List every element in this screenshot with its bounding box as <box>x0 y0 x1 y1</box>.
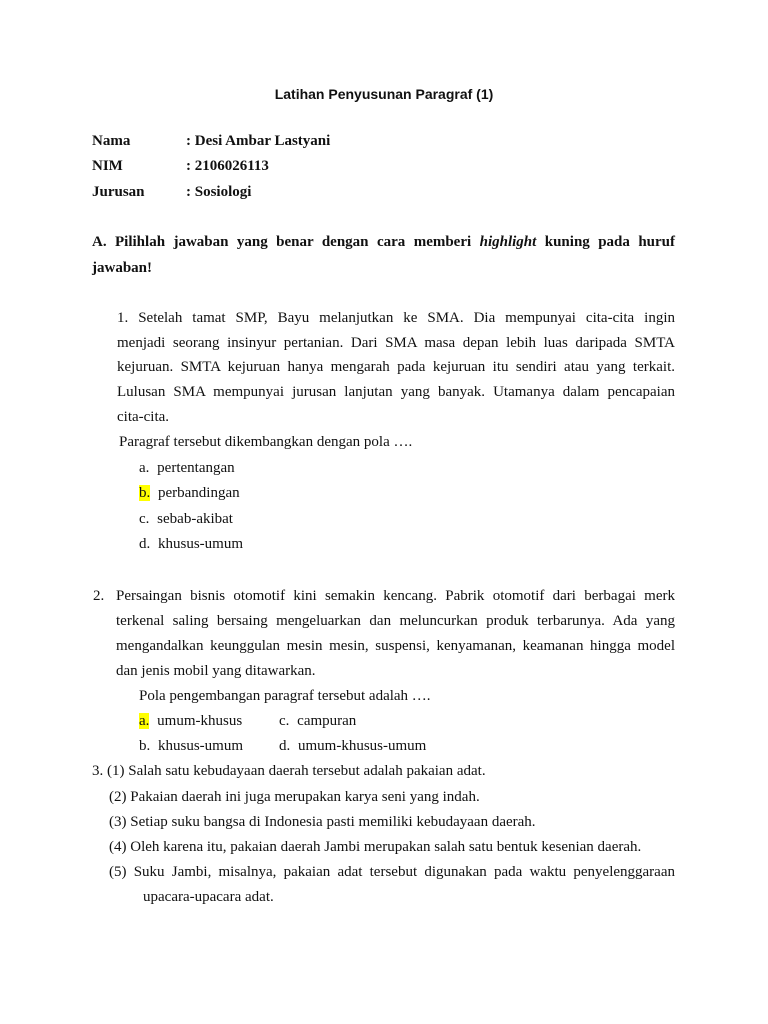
q1-option-c-letter: c. <box>139 511 150 527</box>
q1-line-4: Lulusan SMA mempunyai jurusan lanjutan yang banyak. Utamanya dalam pencapaian <box>117 384 675 400</box>
document-title: Latihan Penyusunan Paragraf (1) <box>274 86 494 102</box>
q1-option-a-letter: a. <box>139 460 150 476</box>
q2-option-b-letter: b. <box>139 738 151 754</box>
q3-line-2: (2) Pakaian daerah ini juga merupakan karya seni yang indah. <box>109 789 480 805</box>
q1-option-d-letter: d. <box>139 536 151 552</box>
q2-option-a-text: umum-khusus <box>157 713 243 729</box>
q2-option-c-text: campuran <box>297 713 357 729</box>
jurusan-label: Jurusan <box>92 184 145 200</box>
q2-line-1: Persaingan bisnis otomotif kini semakin kencang. Pabrik otomotif dari berbagai merk <box>116 588 675 604</box>
q1-option-b-text: perbandingan <box>158 485 240 501</box>
q1-line-3: kejuruan. SMTA kejuruan hanya mengarah pada kejuruan itu sendiri atau yang terkait. <box>117 359 675 375</box>
q1-option-d-text: khusus-umum <box>158 536 244 552</box>
q3-line-1: 3. (1) Salah satu kebudayaan daerah tersebut adalah pakaian adat. <box>92 763 486 779</box>
q3-line-4: (4) Oleh karena itu, pakaian daerah Jambi merupakan salah satu bentuk kesenian daerah. <box>109 839 642 855</box>
q1-option-c <box>139 511 233 528</box>
q2-line-3: mengandalkan keunggulan mesin mesin, suspensi, kenyamanan, keamanan hingga model <box>116 638 675 654</box>
q1-question: Paragraf tersebut dikembangkan dengan pola …. <box>119 434 413 450</box>
q1-line-2: menjadi seorang insinyur pertanian. Dari SMA masa depan lebih luas daripada SMTA <box>117 335 675 351</box>
q1-line-1: 1. Setelah tamat SMP, Bayu melanjutkan ke SMA. Dia mempunyai cita-cita ingin <box>117 310 675 326</box>
nama-label: Nama <box>92 133 131 149</box>
instruction-suffix: kuning pada huruf <box>544 234 676 250</box>
q3-line-3: (3) Setiap suku bangsa di Indonesia pasti memiliki kebudayaan daerah. <box>109 814 536 830</box>
q1-option-a-text: pertentangan <box>157 460 235 476</box>
nim-value: : 2106026113 <box>186 158 269 174</box>
q2-line-4: dan jenis mobil yang ditawarkan. <box>116 663 316 679</box>
q3-line-6: upacara-upacara adat. <box>143 889 274 905</box>
jurusan-value: : Sosiologi <box>186 184 252 200</box>
q2-line-2: terkenal saling bersaing mengeluarkan dan meluncurkan produk terbarunya. Ada yang <box>116 613 675 629</box>
q2-option-b <box>139 738 243 755</box>
instruction-line-1 <box>92 234 675 251</box>
nim-label: NIM <box>92 158 123 174</box>
nama-value: : Desi Ambar Lastyani <box>186 133 331 149</box>
instruction-line-2: jawaban! <box>92 260 153 276</box>
q1-option-c-text: sebab-akibat <box>157 511 233 527</box>
q1-line-5: cita-cita. <box>117 409 170 425</box>
instruction-prefix: A. Pilihlah jawaban yang benar dengan cara memberi <box>92 234 472 250</box>
q1-option-b-letter-highlighted: b. <box>139 485 151 501</box>
q2-option-d <box>279 738 426 755</box>
q2-option-c-letter: c. <box>279 713 290 729</box>
q1-option-d <box>139 536 243 553</box>
q2-option-b-text: khusus-umum <box>158 738 244 754</box>
q1-option-a <box>139 460 235 477</box>
q2-option-d-text: umum-khusus-umum <box>298 738 427 754</box>
q2-option-d-letter: d. <box>279 738 291 754</box>
q1-option-b <box>139 485 240 502</box>
q3-line-5: (5) Suku Jambi, misalnya, pakaian adat tersebut digunakan pada waktu penyelenggaraan <box>109 864 675 880</box>
q2-number: 2. <box>93 588 105 604</box>
q2-option-a-letter-highlighted: a. <box>139 713 150 729</box>
q2-option-a <box>139 713 242 730</box>
q2-question: Pola pengembangan paragraf tersebut adalah …. <box>139 688 431 704</box>
q2-option-c <box>279 713 356 730</box>
instruction-italic: highlight <box>479 234 537 250</box>
